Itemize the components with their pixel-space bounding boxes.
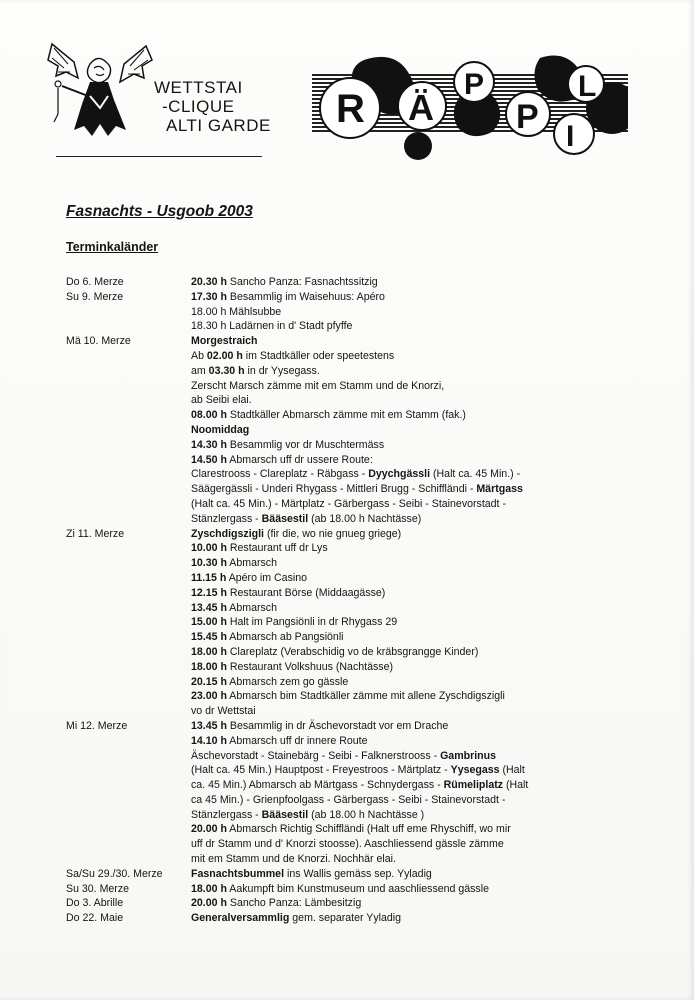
schedule-lines bbox=[191, 896, 586, 911]
schedule-emphasis: Fasnachtsbummel bbox=[191, 867, 285, 880]
schedule-line bbox=[191, 749, 586, 764]
schedule-entry bbox=[66, 334, 586, 526]
schedule-emphasis: Gambrinus bbox=[440, 749, 496, 762]
schedule-text: 18.00 h Mählsubbe bbox=[191, 305, 282, 318]
schedule-emphasis: Bääsestil bbox=[261, 512, 309, 525]
schedule-emphasis: Zyschdigszigli bbox=[191, 527, 264, 540]
schedule-line bbox=[191, 453, 586, 468]
schedule-emphasis: 13.45 h bbox=[191, 719, 227, 732]
schedule-line bbox=[191, 719, 586, 734]
schedule-text: (Halt bbox=[503, 779, 529, 792]
schedule-text: 18.30 h Ladärnen in d' Stadt pfyffe bbox=[191, 320, 353, 333]
schedule-line bbox=[191, 882, 586, 897]
schedule-date: Su 30. Merze bbox=[66, 882, 130, 895]
schedule-date: Sa/Su 29./30. Merze bbox=[66, 867, 163, 880]
schedule-line bbox=[191, 438, 586, 453]
schedule-date: Do 22. Maie bbox=[66, 912, 124, 925]
clique-name-line-3: ALTI GARDE bbox=[166, 116, 271, 135]
schedule-line bbox=[191, 793, 586, 808]
schedule-line bbox=[191, 319, 586, 334]
schedule-line bbox=[191, 808, 586, 823]
schedule-emphasis: 15.00 h bbox=[191, 616, 227, 629]
schedule-line bbox=[191, 305, 586, 320]
schedule-lines bbox=[191, 867, 586, 882]
schedule-text: Abmarsch bbox=[226, 601, 277, 614]
schedule-emphasis: Rümeliplatz bbox=[443, 779, 504, 792]
schedule-text: Besammlig im Waisehuus: Apéro bbox=[226, 290, 385, 303]
schedule-emphasis: Dyychgässli bbox=[368, 468, 431, 481]
clique-name-line-1: WETTSTAI bbox=[154, 78, 243, 97]
raeppli-logo bbox=[312, 50, 628, 162]
section-title: Terminkaländer bbox=[66, 240, 159, 254]
schedule-text: Apéro im Casino bbox=[226, 571, 308, 584]
schedule-line bbox=[191, 586, 586, 601]
schedule-lines bbox=[191, 527, 586, 719]
schedule-text: in dr Yysegass. bbox=[244, 364, 320, 377]
schedule-line bbox=[191, 379, 586, 394]
schedule-line bbox=[191, 704, 586, 719]
schedule-text: (ab 18.00 h Nachtässe) bbox=[308, 512, 422, 525]
schedule-lines bbox=[191, 290, 586, 334]
schedule-line bbox=[191, 896, 586, 911]
schedule-text: Zerscht Marsch zämme mit em Stamm und de Knorzi, bbox=[191, 379, 445, 392]
schedule-date: Su 9. Merze bbox=[66, 290, 124, 303]
schedule-text: Abmarsch bim Stadtkäller zämme mit allene Zyschdigszigli bbox=[226, 690, 505, 703]
schedule-lines bbox=[191, 334, 586, 526]
schedule-line bbox=[191, 556, 586, 571]
schedule-entry bbox=[66, 719, 586, 867]
schedule-line bbox=[191, 467, 586, 482]
schedule-text: vo dr Wettstai bbox=[191, 705, 256, 718]
clique-logo-figure bbox=[44, 38, 154, 148]
schedule-line bbox=[191, 778, 586, 793]
schedule-emphasis: Yysegass bbox=[450, 764, 500, 777]
schedule-entry bbox=[66, 882, 586, 897]
schedule-text: ca 45 Min.) - Grienpfoolgass - Gärbergass - Seibi - Stainevorstadt - bbox=[191, 793, 506, 806]
schedule-text: (Halt ca. 45 Min.) - bbox=[430, 468, 521, 481]
raeppli-letter-ae: Ä bbox=[408, 87, 434, 128]
schedule-line bbox=[191, 482, 586, 497]
schedule-text: (Halt ca. 45 Min.) Hauptpost - Freyestroos - Märtplatz - bbox=[191, 764, 451, 777]
schedule-emphasis: 20.00 h bbox=[191, 897, 227, 910]
raeppli-letter-p2: P bbox=[516, 98, 539, 136]
schedule-emphasis: Bääsestil bbox=[261, 808, 309, 821]
schedule-text: Restaurant Volkshuus (Nachtässe) bbox=[226, 660, 393, 673]
schedule-text: im Stadtkäller oder speetestens bbox=[242, 349, 395, 362]
schedule-text: Sancho Panza: Fasnachtssitzig bbox=[226, 276, 378, 288]
schedule-emphasis: 18.00 h bbox=[191, 660, 227, 673]
schedule-text: Halt im Pangsiönli in dr Rhygass 29 bbox=[226, 616, 398, 629]
schedule-date: Do 6. Merze bbox=[66, 276, 124, 288]
schedule-entry bbox=[66, 527, 586, 719]
schedule-emphasis: 20.15 h bbox=[191, 675, 227, 688]
schedule-text: (Halt ca. 45 Min.) - Märtplatz - Gärbergass - Seibi - Stainevorstadt - bbox=[191, 497, 506, 510]
schedule-text: Aakumpft bim Kunstmuseum und aaschliessend gässle bbox=[226, 882, 489, 895]
schedule-text: mit em Stamm und de Knorzi. Nochhär elai. bbox=[191, 853, 396, 866]
schedule-line bbox=[191, 763, 586, 778]
schedule-emphasis: 10.00 h bbox=[191, 542, 227, 555]
schedule-line bbox=[191, 601, 586, 616]
schedule-line bbox=[191, 334, 586, 349]
schedule-text: ca. 45 Min.) Abmarsch ab Märtgass - Schnydergass - bbox=[191, 779, 444, 792]
schedule-emphasis: 20.30 h bbox=[191, 276, 227, 288]
schedule-line bbox=[191, 349, 586, 364]
document-title: Fasnachts - Usgoob 2003 bbox=[66, 203, 253, 220]
schedule-text: gem. separater Yyladig bbox=[289, 912, 402, 925]
schedule bbox=[66, 275, 586, 926]
schedule-emphasis: Morgestraich bbox=[191, 335, 258, 348]
schedule-emphasis: 23.00 h bbox=[191, 690, 227, 703]
schedule-text: ab Seibi elai. bbox=[191, 394, 252, 407]
schedule-line bbox=[191, 364, 586, 379]
schedule-text: ins Wallis gemäss sep. Yyladig bbox=[284, 867, 432, 880]
schedule-line bbox=[191, 630, 586, 645]
schedule-emphasis: 12.15 h bbox=[191, 586, 227, 599]
header-divider bbox=[56, 156, 262, 157]
schedule-text: Restaurant uff dr Lys bbox=[226, 542, 328, 555]
schedule-text: uff dr Stamm und d' Knorzi stoosse). Aaschliessend gässle zämme bbox=[191, 838, 504, 851]
schedule-entry bbox=[66, 867, 586, 882]
schedule-date: Mi 12. Merze bbox=[66, 719, 128, 732]
schedule-line bbox=[191, 911, 586, 926]
schedule-emphasis: 02.00 h bbox=[206, 349, 243, 362]
schedule-line bbox=[191, 867, 586, 882]
schedule-text: Stänzlergass - bbox=[191, 512, 262, 525]
schedule-emphasis: 03.30 h bbox=[208, 364, 245, 377]
schedule-emphasis: 14.50 h bbox=[191, 453, 227, 466]
schedule-emphasis: 11.15 h bbox=[191, 571, 227, 584]
schedule-line bbox=[191, 660, 586, 675]
schedule-text: Säägergässli - Underi Rhygass - Mittleri Brugg - Schiffländi - bbox=[191, 483, 477, 496]
schedule-line bbox=[191, 275, 586, 290]
schedule-emphasis: 13.45 h bbox=[191, 601, 227, 614]
schedule-line bbox=[191, 541, 586, 556]
schedule-text: Besammlig in dr Äschevorstadt vor em Drache bbox=[226, 719, 449, 732]
schedule-date: Do 3. Abrille bbox=[66, 897, 124, 910]
schedule-emphasis: 20.00 h bbox=[191, 823, 227, 836]
raeppli-letter-r: R bbox=[336, 87, 365, 131]
schedule-text: Abmarsch zem go gässle bbox=[226, 675, 349, 688]
raeppli-letter-l: L bbox=[578, 70, 597, 103]
schedule-entry bbox=[66, 911, 586, 926]
schedule-text: (ab 18.00 h Nachtässe ) bbox=[308, 808, 425, 821]
schedule-line bbox=[191, 852, 586, 867]
schedule-line bbox=[191, 393, 586, 408]
schedule-line bbox=[191, 497, 586, 512]
schedule-line bbox=[191, 734, 586, 749]
schedule-date: Zi 11. Merze bbox=[66, 527, 125, 540]
schedule-text: Stadtkäller Abmarsch zämme mit em Stamm (fak.) bbox=[226, 409, 466, 422]
schedule-line bbox=[191, 571, 586, 586]
schedule-text: Sancho Panza: Lämbesitzig bbox=[226, 897, 362, 910]
schedule-text: Restaurant Börse (Middaagässe) bbox=[226, 586, 386, 599]
schedule-text: Äschevorstadt - Stainebärg - Seibi - Falknerstrooss - bbox=[191, 749, 441, 762]
schedule-date: Mä 10. Merze bbox=[66, 335, 131, 348]
schedule-text: Abmarsch uff dr ussere Route: bbox=[226, 453, 373, 466]
schedule-text: am bbox=[191, 364, 209, 377]
schedule-text: Abmarsch Richtig Schiffländi (Halt uff eme Rhyschiff, wo mir bbox=[226, 823, 511, 836]
schedule-lines bbox=[191, 911, 586, 926]
schedule-emphasis: 14.10 h bbox=[191, 734, 227, 747]
schedule-line bbox=[191, 615, 586, 630]
schedule-entry bbox=[66, 896, 586, 911]
schedule-text: Stänzlergass - bbox=[191, 808, 262, 821]
schedule-lines bbox=[191, 719, 586, 867]
schedule-text: Abmarsch ab Pangsiönli bbox=[226, 631, 344, 644]
raeppli-letter-p1: P bbox=[464, 68, 485, 101]
schedule-emphasis: 14.30 h bbox=[191, 438, 227, 451]
clique-name-line-2: -CLIQUE bbox=[162, 97, 235, 116]
clique-name bbox=[154, 78, 271, 135]
schedule-text: Ab bbox=[191, 349, 207, 362]
schedule-emphasis: Generalversammlig bbox=[191, 912, 290, 925]
schedule-emphasis: 18.00 h bbox=[191, 882, 227, 895]
schedule-emphasis: 17.30 h bbox=[191, 290, 227, 303]
schedule-line bbox=[191, 689, 586, 704]
schedule-line bbox=[191, 290, 586, 305]
schedule-line bbox=[191, 423, 586, 438]
schedule-entry bbox=[66, 275, 586, 290]
raeppli-letter-i: I bbox=[566, 120, 575, 153]
schedule-emphasis: Märtgass bbox=[476, 483, 523, 496]
schedule-text: Abmarsch uff dr innere Route bbox=[226, 734, 368, 747]
schedule-line bbox=[191, 512, 586, 527]
schedule-emphasis: 08.00 h bbox=[191, 409, 227, 422]
schedule-text: Clareplatz (Verabschidig vo de kräbsgrangge Kinder) bbox=[226, 645, 479, 658]
schedule-emphasis: 10.30 h bbox=[191, 557, 227, 570]
schedule-emphasis: Noomiddag bbox=[191, 423, 250, 436]
schedule-text: Clarestrooss - Clareplatz - Räbgass - bbox=[191, 468, 369, 481]
schedule-text: (fir die, wo nie gnueg griege) bbox=[264, 527, 402, 540]
schedule-emphasis: 15.45 h bbox=[191, 631, 227, 644]
schedule-line bbox=[191, 837, 586, 852]
schedule-line bbox=[191, 527, 586, 542]
schedule-lines bbox=[191, 882, 586, 897]
schedule-line bbox=[191, 675, 586, 690]
schedule-entry bbox=[66, 290, 586, 334]
schedule-lines bbox=[191, 275, 586, 290]
schedule-text: Abmarsch bbox=[226, 557, 277, 570]
schedule-emphasis: 18.00 h bbox=[191, 645, 227, 658]
schedule-line bbox=[191, 408, 586, 423]
schedule-line bbox=[191, 822, 586, 837]
schedule-text: (Halt bbox=[499, 764, 525, 777]
schedule-line bbox=[191, 645, 586, 660]
schedule-text: Besammlig vor dr Muschtermäss bbox=[226, 438, 385, 451]
